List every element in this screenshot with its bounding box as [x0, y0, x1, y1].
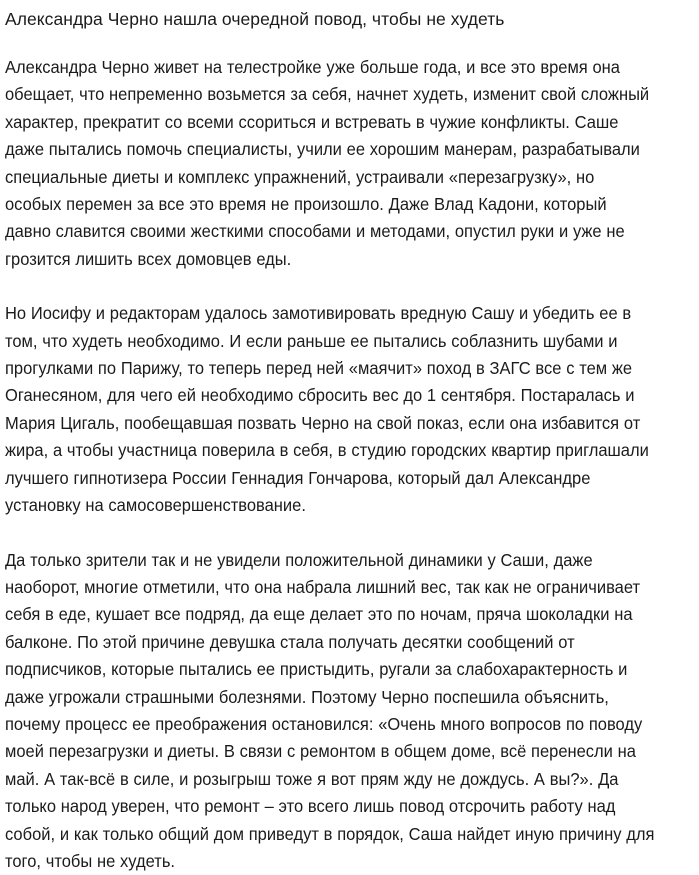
article-paragraph: Александра Черно живет на телестройке уже больше года, и все это время она обещает, что непременно возьмется за себя, начнет худеть, изменит свой сложный характер, прекратит со всеми ссориться и встревать в чужие конфликты. Саше даже пытались помочь специалисты, учили ее хорошим манерам, разрабатывали специальные диеты и комплекс упражнений, устраивали «перезагрузку», но особых перемен за все это время не произошло. Даже Влад Кадони, который давно славится своими жесткими способами и методами, опустил руки и уже не грозится лишить всех домовцев еды.: [5, 54, 655, 273]
page-title: Александра Черно нашла очередной повод, чтобы не худеть: [5, 0, 655, 31]
article-paragraph: Да только зрители так и не увидели положительной динамики у Саши, даже наоборот, многие отметили, что она набрала лишний вес, так как не ограничивает себя в еде, кушает все подряд, да еще делает это по ночам, пряча шоколадки на балконе. По этой причине девушка стала получать десятки сообщений от подписчиков, которые пытались ее пристыдить, ругали за слабохарактерность и даже угрожали страшными болезнями. Поэтому Черно поспешила объяснить, почему процесс ее преображения остановился: «Очень много вопросов по поводу моей перезагрузки и диеты. В связи с ремонтом в общем доме, всё перенесли на май. А так-всё в силе, и розыгрыш тоже я вот прям жду не дождусь. А вы?». Да только народ уверен, что ремонт – это всего лишь повод отсрочить работу над собой, и как только общий дом приведут в порядок, Саша найдет иную причину для того, чтобы не худеть.: [5, 547, 655, 875]
article-body: [5, 54, 655, 875]
article-paragraph: Но Иосифу и редакторам удалось замотивировать вредную Сашу и убедить ее в том, что худеть необходимо. И если раньше ее пытались соблазнить шубами и прогулками по Парижу, то теперь перед ней «маячит» поход в ЗАГС все с тем же Оганесяном, для чего ей необходимо сбросить вес до 1 сентября. Постаралась и Мария Цигаль, пообещавшая позвать Черно на свой показ, если она избавится от жира, а чтобы участница поверила в себя, в студию городских квартир приглашали лучшего гипнотизера России Геннадия Гончарова, который дал Александре установку на самосовершенствование.: [5, 300, 655, 519]
